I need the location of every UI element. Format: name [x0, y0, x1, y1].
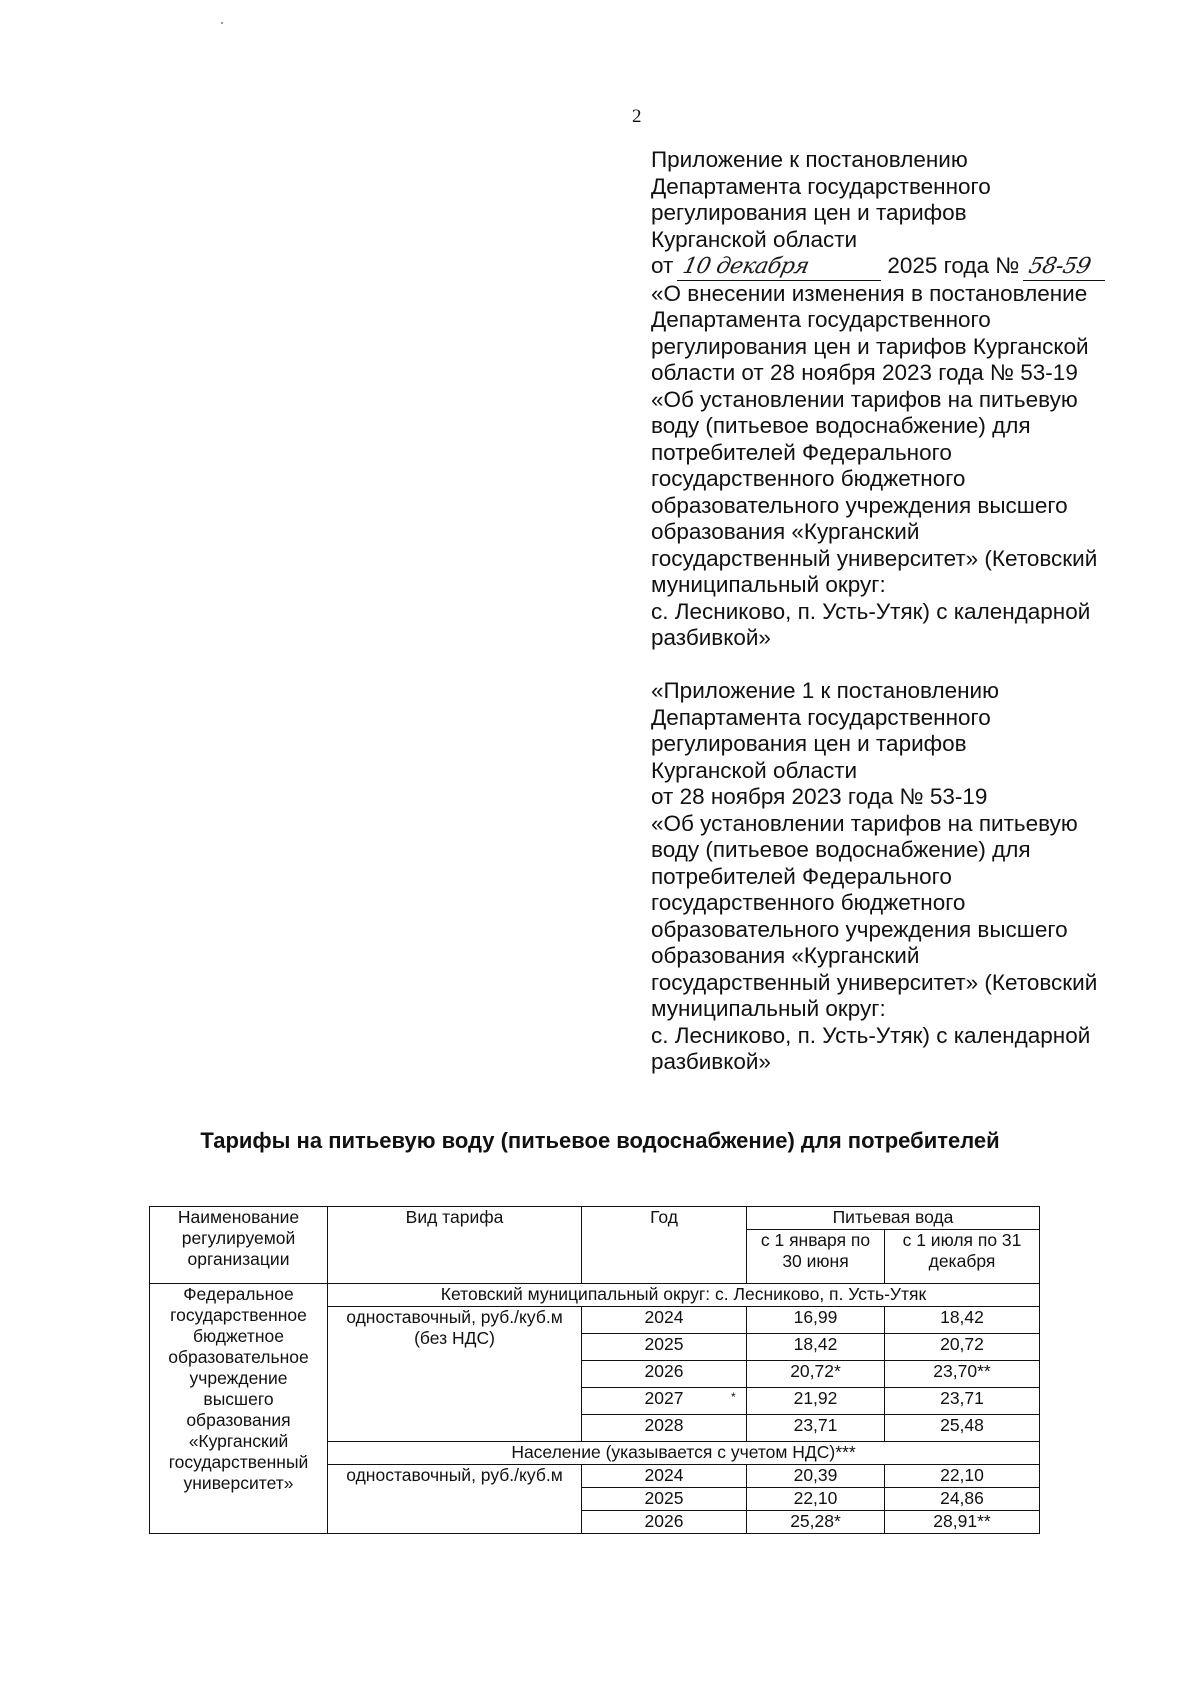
year-text: 2025 года №: [887, 253, 1020, 278]
year-cell: 2025: [582, 1488, 747, 1511]
appendix-line: регулирования цен и тарифов Курганской: [651, 333, 1089, 359]
value-cell: 28,91**: [885, 1511, 1040, 1534]
handwritten-date: 10 декабря: [680, 254, 812, 279]
page-number: 2: [632, 106, 642, 127]
year-cell: 2026: [582, 1511, 747, 1534]
year-cell: 2028: [582, 1415, 747, 1442]
year-cell: 2026: [582, 1361, 747, 1388]
date-prefix: от: [651, 253, 674, 278]
table-title: Тарифы на питьевую воду (питьевое водоснабжение) для потребителей: [200, 1128, 1000, 1153]
appendix-line: разбивкой»: [651, 1049, 771, 1074]
appendix-line: образования «Курганский: [651, 519, 920, 544]
date-blank: [677, 253, 881, 281]
section-row: [150, 1284, 1040, 1307]
appendix-line: образовательного учреждения высшего: [651, 492, 1068, 518]
appendix-line: муниципальный округ:: [651, 572, 886, 597]
appendix-line: Курганской области: [651, 757, 858, 783]
year-cell: 2024: [582, 1465, 747, 1488]
appendix-line: Департамента государственного: [651, 307, 991, 332]
value-cell: 23,71: [747, 1415, 885, 1442]
scan-speck: [221, 22, 223, 24]
year-cell: 2027: [582, 1388, 747, 1415]
appendix-line: образования «Курганский: [651, 943, 920, 968]
appendix-line: с. Лесниково, п. Усть-Утяк) с календарной: [651, 598, 1091, 624]
appendix-line: воду (питьевое водоснабжение) для: [651, 413, 1031, 438]
header-tariff-type: Вид тарифа: [328, 1207, 582, 1284]
appendix-line: «Об установлении тарифов на питьевую: [651, 386, 1078, 412]
value-cell: 22,10: [747, 1488, 885, 1511]
appendix-line: Курганской области: [651, 226, 858, 252]
appendix-header: [651, 147, 1171, 652]
appendix-line: «Об установлении тарифов на питьевую: [651, 810, 1078, 836]
tariff-type-cell: одноставочный, руб./куб.м (без НДС): [328, 1307, 582, 1442]
appendix-line: «О внесении изменения в постановление: [651, 280, 1088, 306]
value-cell: 24,86: [885, 1488, 1040, 1511]
stray-asterisk: *: [731, 1390, 736, 1404]
appendix-line: государственного бюджетного: [651, 466, 966, 491]
header-drinking-water: Питьевая вода: [747, 1207, 1040, 1230]
appendix-line: государственный университет» (Кетовский: [651, 545, 1098, 571]
handwritten-number: 58-59: [1026, 254, 1094, 279]
appendix-line: разбивкой»: [651, 625, 771, 650]
tariff-table: [149, 1206, 1040, 1534]
appendix-date-line: [651, 253, 1171, 281]
value-cell: 20,72*: [747, 1361, 885, 1388]
appendix-line: государственного бюджетного: [651, 890, 966, 915]
appendix-line: с. Лесниково, п. Усть-Утяк) с календарной: [651, 1022, 1091, 1048]
appendix-line: образовательного учреждения высшего: [651, 916, 1068, 942]
appendix-line: области от 28 ноября 2023 года № 53-19: [651, 360, 1078, 385]
header-organization: Наименование регулируемой организации: [150, 1207, 328, 1284]
value-cell: 21,92: [747, 1388, 885, 1415]
value-cell: 18,42: [885, 1307, 1040, 1334]
appendix-line: потребителей Федерального: [651, 439, 952, 465]
appendix-line: Департамента государственного: [651, 173, 991, 199]
value-cell: 20,39: [747, 1465, 885, 1488]
header-year: Год: [582, 1207, 747, 1284]
appendix-line: воду (питьевое водоснабжение) для: [651, 837, 1031, 862]
value-cell: 23,70**: [885, 1361, 1040, 1388]
appendix-line: Приложение к постановлению: [651, 147, 968, 172]
appendix-line: государственный университет» (Кетовский: [651, 969, 1098, 995]
tariff-type-cell: одноставочный, руб./куб.м: [328, 1465, 582, 1534]
appendix-line: Департамента государственного: [651, 704, 991, 730]
section-title: Кетовский муниципальный округ: с. Лесниково, п. Усть-Утяк: [328, 1284, 1040, 1307]
year-cell: 2025: [582, 1334, 747, 1361]
value-cell: 25,28*: [747, 1511, 885, 1534]
organization-cell: Федеральное государственное бюджетное образовательное учреждение высшего образования «Курганский государственный университет»: [150, 1284, 328, 1534]
year-cell: 2024: [582, 1307, 747, 1334]
value-cell: 23,71: [885, 1388, 1040, 1415]
value-cell: 18,42: [747, 1334, 885, 1361]
header-period-1: с 1 января по 30 июня: [747, 1230, 885, 1284]
appendix-line: регулирования цен и тарифов: [651, 200, 967, 225]
appendix-line: «Приложение 1 к постановлению: [651, 678, 999, 703]
value-cell: 16,99: [747, 1307, 885, 1334]
header-row: [150, 1207, 1040, 1230]
value-cell: 25,48: [885, 1415, 1040, 1442]
appendix-line: от 28 ноября 2023 года № 53-19: [651, 784, 988, 809]
appendix-line: потребителей Федерального: [651, 863, 952, 889]
section-title: Население (указывается с учетом НДС)***: [328, 1442, 1040, 1465]
value-cell: 20,72: [885, 1334, 1040, 1361]
appendix-1-header: [651, 678, 1171, 1076]
value-cell: 22,10: [885, 1465, 1040, 1488]
appendix-line: муниципальный округ:: [651, 996, 886, 1021]
number-blank: [1023, 253, 1105, 281]
header-period-2: с 1 июля по 31 декабря: [885, 1230, 1040, 1284]
appendix-line: регулирования цен и тарифов: [651, 731, 967, 756]
